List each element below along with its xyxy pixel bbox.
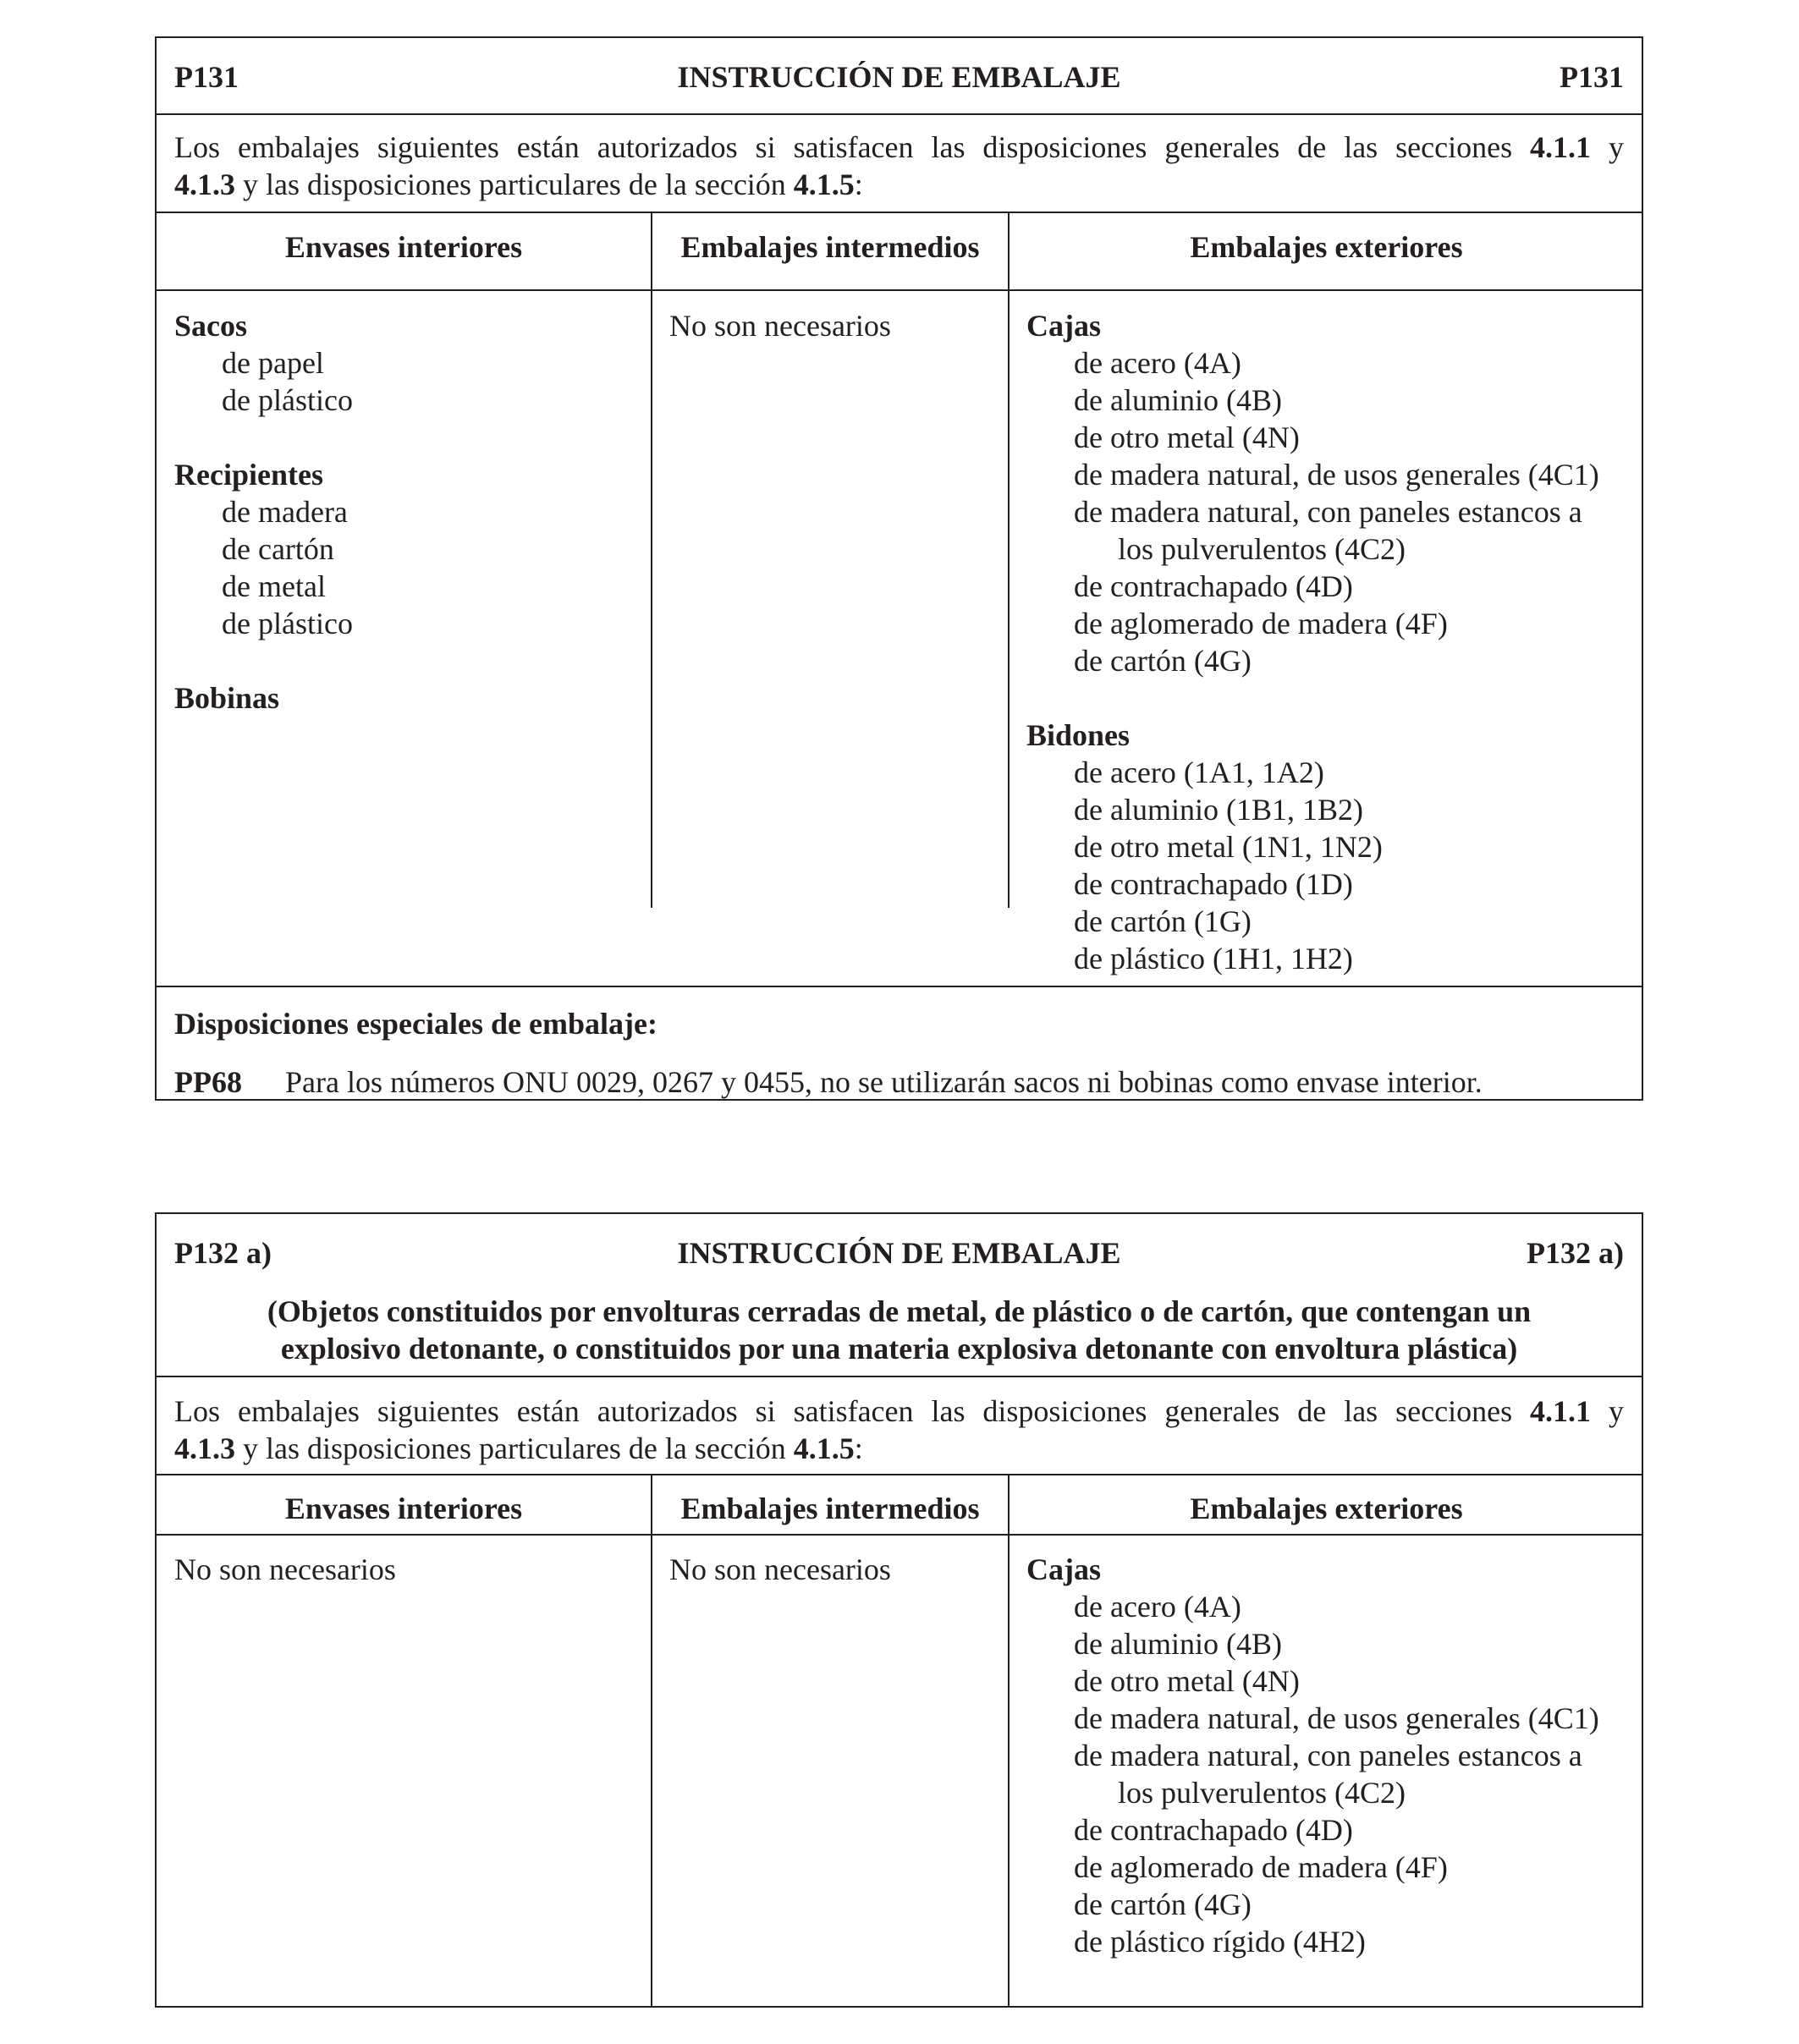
packaging-item: de madera natural, con paneles estancos a [1074, 1739, 1582, 1772]
packaging-item: de metal [222, 569, 326, 603]
packaging-group [1026, 717, 1599, 977]
packaging-group [1026, 1551, 1599, 1960]
packaging-group [174, 456, 353, 642]
packaging-item: de aglomerado de madera (4F) [1074, 1850, 1448, 1884]
intro-line-2: 4.1.3 y las disposiciones particulares de la sección 4.1.5: [174, 1431, 863, 1465]
subtitle-line-1: (Objetos constituidos por envolturas cerradas de metal, de plástico o de cartón, que contengan un [267, 1294, 1532, 1328]
col-head-intermediate: Embalajes intermedios [680, 230, 980, 264]
packaging-item: de madera natural, de usos generales (4C1) [1074, 458, 1599, 492]
p131-table [155, 36, 1643, 1101]
p132a-subtitle [190, 1293, 1608, 1367]
p132a-inner-cell: No son necesarios [174, 1552, 396, 1586]
column-divider [651, 1474, 652, 2008]
packaging-group-heading: Sacos [174, 309, 248, 343]
p132a-header [157, 1234, 1642, 1272]
packaging-item: de plástico [222, 383, 353, 417]
p132a-table [155, 1212, 1643, 2008]
p131-intro [174, 129, 1624, 203]
p131-code-left: P131 [174, 60, 239, 94]
packaging-group-heading: Recipientes [174, 458, 323, 492]
divider [157, 1534, 1642, 1536]
packaging-group-heading: Cajas [1026, 309, 1101, 343]
packaging-group-heading: Cajas [1026, 1552, 1101, 1586]
packaging-item: de madera natural, con paneles estancos a [1074, 495, 1582, 529]
packaging-item: de aluminio (4B) [1074, 1627, 1282, 1661]
p131-title: INSTRUCCIÓN DE EMBALAJE [677, 60, 1121, 94]
packaging-item: de acero (4A) [1074, 346, 1241, 380]
packaging-group-heading: Bobinas [174, 681, 280, 715]
intro-line-2: 4.1.3 y las disposiciones particulares de la sección 4.1.5: [174, 168, 863, 201]
p131-inner-cell [174, 307, 353, 717]
packaging-item: de aluminio (1B1, 1B2) [1074, 793, 1363, 827]
divider [157, 212, 1642, 213]
packaging-item: de madera [222, 495, 348, 529]
packaging-item: de cartón (4G) [1074, 644, 1252, 678]
divider [157, 986, 1642, 987]
packaging-item: de contrachapado (4D) [1074, 569, 1353, 603]
p132a-intro [174, 1393, 1624, 1467]
packaging-group [174, 679, 353, 717]
p131-intermediate-cell: No son necesarios [669, 309, 891, 343]
divider [157, 113, 1642, 115]
divider [157, 289, 1642, 291]
packaging-item: de otro metal (4N) [1074, 1664, 1300, 1698]
intro-line-1: Los embalajes siguientes están autorizados si satisfacen las disposiciones generales de las secciones 4.1.1 y [174, 1394, 1625, 1428]
packaging-item: los pulverulentos (4C2) [1118, 532, 1406, 566]
packaging-item: de aglomerado de madera (4F) [1074, 607, 1448, 640]
packaging-item: de madera natural, de usos generales (4C1) [1074, 1701, 1599, 1735]
packaging-group [1026, 307, 1599, 679]
col-head-intermediate: Embalajes intermedios [680, 1492, 980, 1525]
packaging-group-heading: Bidones [1026, 718, 1131, 752]
packaging-item: de plástico [222, 607, 353, 640]
packaging-item: los pulverulentos (4C2) [1118, 1776, 1406, 1810]
packaging-item: de otro metal (4N) [1074, 420, 1300, 454]
packaging-item: de plástico (1H1, 1H2) [1074, 942, 1353, 975]
packaging-item: de otro metal (1N1, 1N2) [1074, 830, 1383, 864]
packaging-group [174, 307, 353, 419]
packaging-item: de plástico rígido (4H2) [1074, 1925, 1366, 1959]
col-head-outer: Embalajes exteriores [1190, 230, 1463, 264]
packaging-item: de acero (1A1, 1A2) [1074, 756, 1324, 789]
col-head-inner: Envases interiores [284, 230, 523, 264]
p131-header [157, 58, 1642, 96]
packaging-item: de aluminio (4B) [1074, 383, 1282, 417]
packaging-item: de cartón (1G) [1074, 904, 1252, 938]
col-head-inner: Envases interiores [284, 1492, 523, 1525]
subtitle-line-2: explosivo detonante, o constituidos por una materia explosiva detonante con envoltura plástica) [280, 1332, 1518, 1365]
special-provision-pp68: PP68 Para los números ONU 0029, 0267 y 0455, no se utilizarán sacos ni bobinas como envase interior. [174, 1065, 1483, 1099]
column-divider [651, 212, 652, 908]
p131-code-right: P131 [1560, 60, 1624, 94]
intro-line-1: Los embalajes siguientes están autorizados si satisfacen las disposiciones generales de las secciones 4.1.1 y [174, 130, 1625, 164]
p131-outer-cell [1026, 307, 1599, 977]
column-divider [1008, 1474, 1010, 2008]
column-divider [1008, 212, 1010, 908]
p132a-intermediate-cell: No son necesarios [669, 1552, 891, 1586]
p132a-outer-cell [1026, 1551, 1599, 1960]
p132a-code-left: P132 a) [174, 1236, 272, 1270]
packaging-item: de acero (4A) [1074, 1590, 1241, 1624]
packaging-item: de cartón (4G) [1074, 1887, 1252, 1921]
p132a-code-right: P132 a) [1527, 1236, 1624, 1270]
packaging-item: de contrachapado (1D) [1074, 867, 1353, 901]
packaging-item: de contrachapado (4D) [1074, 1813, 1353, 1847]
divider [157, 1474, 1642, 1475]
packaging-item: de papel [222, 346, 324, 380]
divider [157, 1376, 1642, 1377]
packaging-item: de cartón [222, 532, 334, 566]
col-head-outer: Embalajes exteriores [1190, 1492, 1463, 1525]
p132a-title: INSTRUCCIÓN DE EMBALAJE [677, 1236, 1121, 1270]
special-provisions-heading: Disposiciones especiales de embalaje: [174, 1007, 657, 1041]
